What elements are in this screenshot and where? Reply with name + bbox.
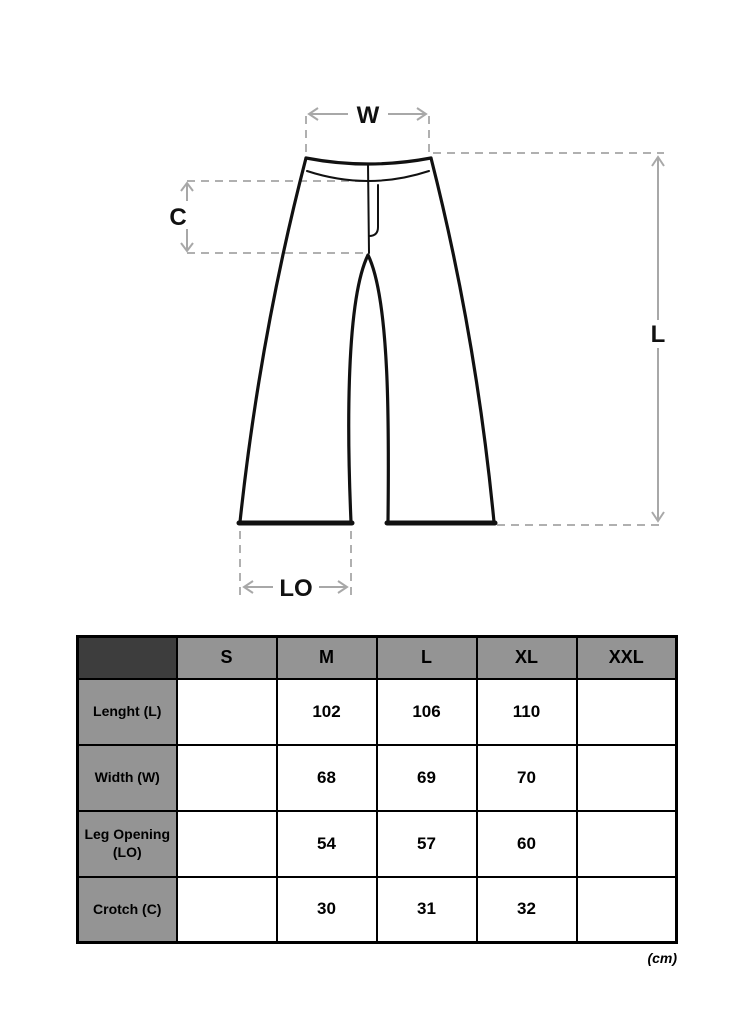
waistband-top (306, 158, 431, 164)
width-s (177, 745, 277, 811)
width-m: 68 (277, 745, 377, 811)
unit-note: (cm) (647, 950, 677, 966)
table-row-leg-opening (78, 811, 677, 877)
length-s (177, 679, 277, 745)
pants-outline (239, 158, 495, 523)
size-table-header-row (78, 637, 677, 679)
crotch-s (177, 877, 277, 943)
table-corner-cell (78, 637, 177, 679)
length-l: 106 (377, 679, 477, 745)
width-l: 69 (377, 745, 477, 811)
fly-center-line (368, 164, 369, 253)
width-xxl (577, 745, 677, 811)
row-label-length: Lenght (L) (78, 679, 177, 745)
dimension-arrows (181, 108, 664, 593)
length-m: 102 (277, 679, 377, 745)
column-header-xxl: XXL (577, 637, 677, 679)
leg-opening-dimension-label: LO (279, 575, 313, 602)
length-xl: 110 (477, 679, 577, 745)
row-label-width: Width (W) (78, 745, 177, 811)
size-table (76, 635, 678, 944)
crotch-dimension-label: C (169, 204, 187, 231)
pants-right-outseam (431, 158, 494, 522)
row-label-leg-opening: Leg Opening (LO) (78, 811, 177, 877)
width-xl: 70 (477, 745, 577, 811)
crotch-xl: 32 (477, 877, 577, 943)
leg-opening-xxl (577, 811, 677, 877)
row-label-crotch: Crotch (C) (78, 877, 177, 943)
table-row-length (78, 679, 677, 745)
length-dimension-label: L (650, 321, 666, 348)
leg-opening-l: 57 (377, 811, 477, 877)
width-dimension-label: W (356, 102, 380, 129)
leg-opening-xl: 60 (477, 811, 577, 877)
leg-opening-m: 54 (277, 811, 377, 877)
pants-left-outseam (240, 158, 306, 522)
crotch-xxl (577, 877, 677, 943)
column-header-m: M (277, 637, 377, 679)
length-xxl (577, 679, 677, 745)
crotch-m: 30 (277, 877, 377, 943)
fly-placket (369, 185, 378, 236)
table-row-crotch (78, 877, 677, 943)
leg-opening-s (177, 811, 277, 877)
column-header-xl: XL (477, 637, 577, 679)
column-header-s: S (177, 637, 277, 679)
column-header-l: L (377, 637, 477, 679)
pants-inseams (349, 255, 389, 522)
crotch-l: 31 (377, 877, 477, 943)
table-row-width (78, 745, 677, 811)
